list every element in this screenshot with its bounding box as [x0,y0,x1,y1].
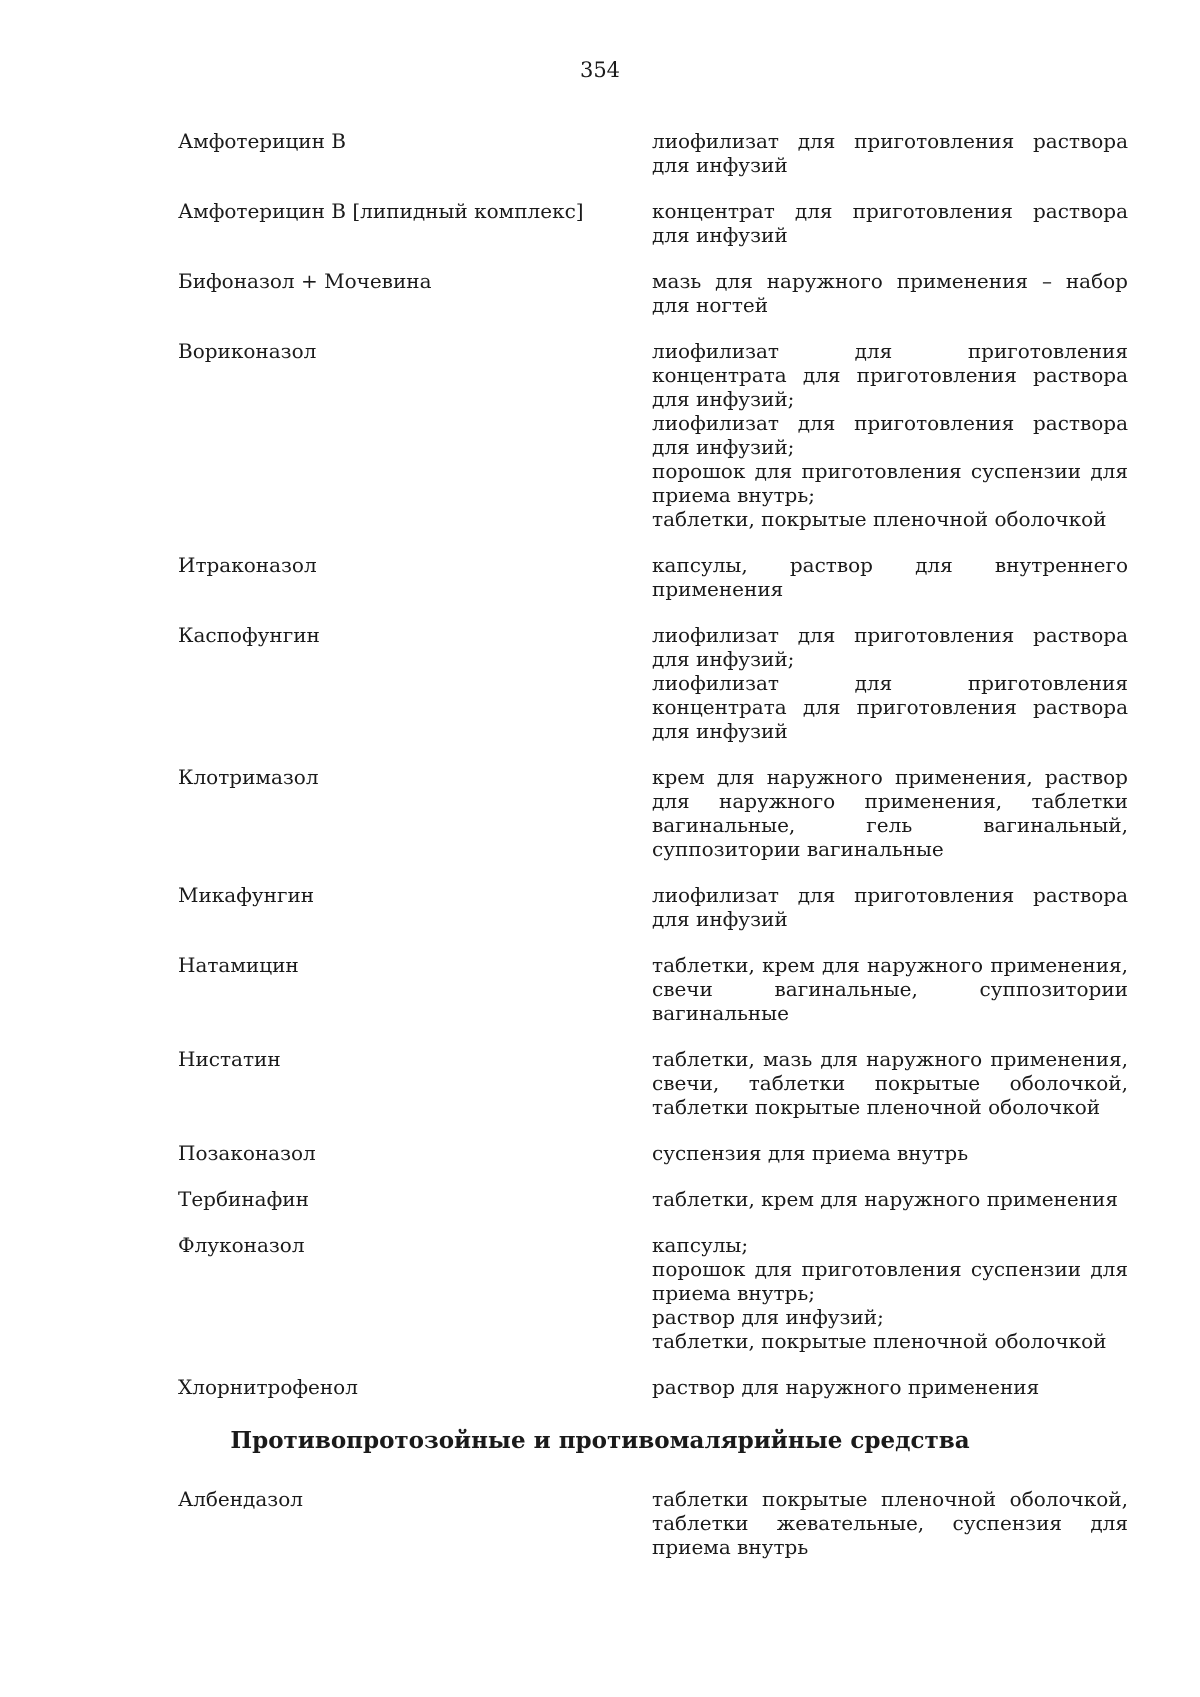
dosage-forms [652,765,1128,861]
dosage-form-line: лиофилизат для приготовления концентрата для приготовления раствора для инфузий; [652,339,1128,411]
page-number: 354 [579,58,621,82]
dosage-form-line: лиофилизат для приготовления раствора для инфузий [652,129,1128,177]
dosage-form-line: мазь для наружного применения – набор для ногтей [652,269,1128,317]
drug-name: Бифоназол + Мочевина [178,269,432,293]
dosage-form-line: порошок для приготовления суспензии для приема внутрь; [652,1257,1128,1305]
dosage-form-line: таблетки, крем для наружного применения [652,1187,1118,1211]
dosage-forms [652,1375,1128,1399]
drug-entry [0,339,1200,531]
drug-name: Амфотерицин B [178,129,347,153]
drug-entry [0,953,1200,1025]
dosage-forms [652,953,1128,1025]
dosage-form-line: таблетки, покрытые пленочной оболочкой [652,507,1107,531]
drug-name: Тербинафин [178,1187,309,1211]
dosage-form-line: лиофилизат для приготовления раствора для инфузий; [652,623,1128,671]
drug-list-antiprotozoal [0,1487,1200,1559]
drug-entry [0,1141,1200,1165]
drug-name: Натамицин [178,953,299,977]
dosage-form-line: суспензия для приема внутрь [652,1141,969,1165]
drug-name: Нистатин [178,1047,281,1071]
dosage-forms [652,199,1128,247]
drug-name: Клотримазол [178,765,319,789]
dosage-form-line: раствор для инфузий; [652,1305,884,1329]
dosage-form-line: таблетки покрытые пленочной оболочкой, таблетки жевательные, суспензия для приема внутрь [652,1487,1128,1559]
dosage-forms [652,623,1128,743]
drug-name: Итраконазол [178,553,317,577]
dosage-forms [652,1141,1128,1165]
dosage-form-line: порошок для приготовления суспензии для приема внутрь; [652,459,1128,507]
drug-list [0,129,1200,1581]
drug-entry [0,1233,1200,1353]
dosage-forms [652,129,1128,177]
section-heading: Противопротозойные и противомалярийные средства [230,1427,970,1454]
dosage-form-line: концентрат для приготовления раствора для инфузий [652,199,1128,247]
drug-name: Вориконазол [178,339,317,363]
dosage-form-line: капсулы, раствор для внутреннего применения [652,553,1128,601]
drug-entry [0,553,1200,601]
dosage-form-line: таблетки, покрытые пленочной оболочкой [652,1329,1107,1353]
dosage-forms [652,1487,1128,1559]
drug-list-antifungal [0,129,1200,1399]
drug-entry [0,129,1200,177]
drug-entry [0,1047,1200,1119]
drug-entry [0,883,1200,931]
drug-entry [0,199,1200,247]
drug-entry [0,765,1200,861]
drug-name: Позаконазол [178,1141,316,1165]
drug-name: Флуконазол [178,1233,305,1257]
drug-entry [0,1375,1200,1399]
drug-name: Амфотерицин B [липидный комплекс] [178,199,584,223]
dosage-forms [652,269,1128,317]
dosage-form-line: лиофилизат для приготовления раствора для инфузий; [652,411,1128,459]
drug-name: Албендазол [178,1487,303,1511]
drug-name: Каспофунгин [178,623,320,647]
dosage-form-line: таблетки, крем для наружного применения, свечи вагинальные, суппозитории вагинальные [652,953,1128,1025]
drug-entry [0,1487,1200,1559]
dosage-forms [652,553,1128,601]
dosage-form-line: таблетки, мазь для наружного применения, свечи, таблетки покрытые оболочкой, таблетки покрытые пленочной оболочкой [652,1047,1128,1119]
drug-entry [0,623,1200,743]
dosage-forms [652,339,1128,531]
drug-entry [0,269,1200,317]
dosage-forms [652,1047,1128,1119]
dosage-forms [652,1233,1128,1353]
dosage-form-line: крем для наружного применения, раствор для наружного применения, таблетки вагинальные, гель вагинальный, суппозитории вагинальные [652,765,1128,861]
drug-name: Микафунгин [178,883,315,907]
drug-entry [0,1187,1200,1211]
dosage-forms [652,1187,1128,1211]
dosage-forms [652,883,1128,931]
dosage-form-line: лиофилизат для приготовления концентрата для приготовления раствора для инфузий [652,671,1128,743]
dosage-form-line: раствор для наружного применения [652,1375,1040,1399]
drug-name: Хлорнитрофенол [178,1375,358,1399]
dosage-form-line: капсулы; [652,1233,749,1257]
dosage-form-line: лиофилизат для приготовления раствора для инфузий [652,883,1128,931]
